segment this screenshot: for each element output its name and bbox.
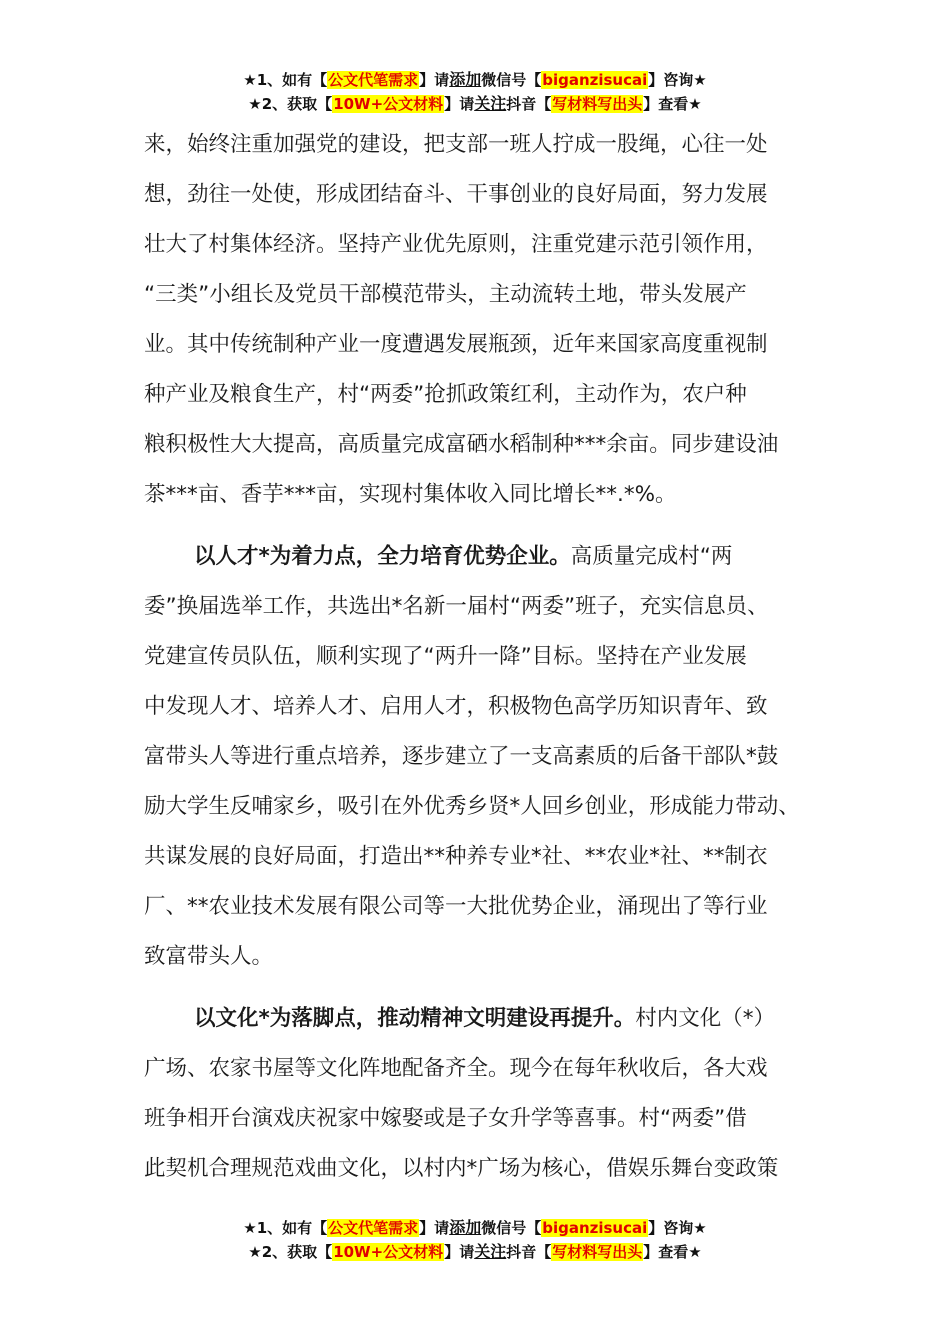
paragraph-heading: 以文化*为落脚点，推动精神文明建设再提升。 <box>194 1006 636 1031</box>
banner-emphasis: 关注 <box>474 94 507 113</box>
text-line: 广场、农家书屋等文化阵地配备齐全。现今在每年秋收后，各大戏 <box>144 1056 768 1081</box>
banner-line-1 <box>0 1216 950 1240</box>
banner-text: 】请 <box>419 1219 450 1237</box>
paragraph-3 <box>144 994 824 1194</box>
text-line: 党建宣传员队伍，顺利实现了“两升一降”目标。坚持在产业发展 <box>144 644 747 669</box>
banner-text: ★1、如有【 <box>243 71 328 89</box>
banner-text: 抖音【 <box>506 95 552 113</box>
banner-line-2 <box>0 92 950 116</box>
text-line: 想，劲往一处使，形成团结奋斗、干事创业的良好局面，努力发展 <box>144 182 768 207</box>
banner-text: 】请 <box>419 71 450 89</box>
text-line: 中发现人才、培养人才、启用人才，积极物色高学历知识青年、致 <box>144 694 768 719</box>
banner-emphasis: 添加 <box>449 1218 482 1237</box>
text-line: 粮积极性大大提高，高质量完成富硒水稻制种***余亩。同步建设油 <box>144 432 779 457</box>
footer-banner <box>0 1216 950 1264</box>
banner-highlight: biganzisucai <box>542 1219 648 1237</box>
banner-text: 】请 <box>444 95 475 113</box>
text-line: 富带头人等进行重点培养，逐步建立了一支高素质的后备干部队*鼓 <box>144 744 779 769</box>
text-line: 茶***亩、香芋***亩，实现村集体收入同比增长**.*%。 <box>144 482 677 507</box>
banner-highlight: 写材料写出头 <box>552 95 643 113</box>
banner-text: 微信号【 <box>481 1219 542 1237</box>
banner-text: ★2、获取【 <box>248 95 333 113</box>
text-line: 来，始终注重加强党的建设，把支部一班人拧成一股绳，心往一处 <box>144 132 768 157</box>
banner-emphasis: 关注 <box>474 1242 507 1261</box>
text-line: 业。其中传统制种产业一度遭遇发展瓶颈，近年来国家高度重视制 <box>144 332 768 357</box>
banner-text: ★2、获取【 <box>248 1243 333 1261</box>
text-line: 励大学生反哺家乡，吸引在外优秀乡贤*人回乡创业，形成能力带动、 <box>144 794 800 819</box>
text-line: 此契机合理规范戏曲文化，以村内*广场为核心，借娱乐舞台变政策 <box>144 1156 779 1181</box>
banner-text: 抖音【 <box>506 1243 552 1261</box>
header-banner <box>0 68 950 116</box>
banner-highlight: 写材料写出头 <box>552 1243 643 1261</box>
banner-text: 】咨询★ <box>648 71 707 89</box>
banner-highlight: 公文代笔需求 <box>328 71 419 89</box>
banner-text: 】查看★ <box>643 95 702 113</box>
text-line: 致富带头人。 <box>144 944 274 969</box>
text-line <box>144 994 824 1044</box>
paragraph-heading: 以人才*为着力点，全力培育优势企业。 <box>194 544 571 569</box>
text-line: 共谋发展的良好局面，打造出**种养专业*社、**农业*社、**制衣 <box>144 844 768 869</box>
paragraph-text: 村内文化（*） <box>635 1006 776 1031</box>
banner-text: 微信号【 <box>481 71 542 89</box>
banner-line-2 <box>0 1240 950 1264</box>
banner-text: 】查看★ <box>643 1243 702 1261</box>
banner-highlight: 公文代笔需求 <box>328 1219 419 1237</box>
text-line: 委”换届选举工作，共选出*名新一届村“两委”班子，充实信息员、 <box>144 594 769 619</box>
text-line: 种产业及粮食生产，村“两委”抢抓政策红利，主动作为，农户种 <box>144 382 747 407</box>
text-line: “三类”小组长及党员干部模范带头，主动流转土地，带头发展产 <box>144 282 747 307</box>
banner-line-1 <box>0 68 950 92</box>
text-line: 壮大了村集体经济。坚持产业优先原则，注重党建示范引领作用， <box>144 232 768 257</box>
banner-highlight: 10W+公文材料 <box>333 1243 444 1261</box>
text-line: 班争相开台演戏庆祝家中嫁娶或是子女升学等喜事。村“两委”借 <box>144 1106 747 1131</box>
banner-text: 】请 <box>444 1243 475 1261</box>
text-line: 厂、**农业技术发展有限公司等一大批优势企业，涌现出了等行业 <box>144 894 768 919</box>
document-body <box>144 120 824 1194</box>
banner-text: 】咨询★ <box>648 1219 707 1237</box>
banner-text: ★1、如有【 <box>243 1219 328 1237</box>
banner-emphasis: 添加 <box>449 70 482 89</box>
paragraph-1 <box>144 120 824 520</box>
text-line <box>144 532 824 582</box>
paragraph-2 <box>144 532 824 982</box>
banner-highlight: biganzisucai <box>542 71 648 89</box>
paragraph-text: 高质量完成村“两 <box>570 544 733 569</box>
banner-highlight: 10W+公文材料 <box>333 95 444 113</box>
